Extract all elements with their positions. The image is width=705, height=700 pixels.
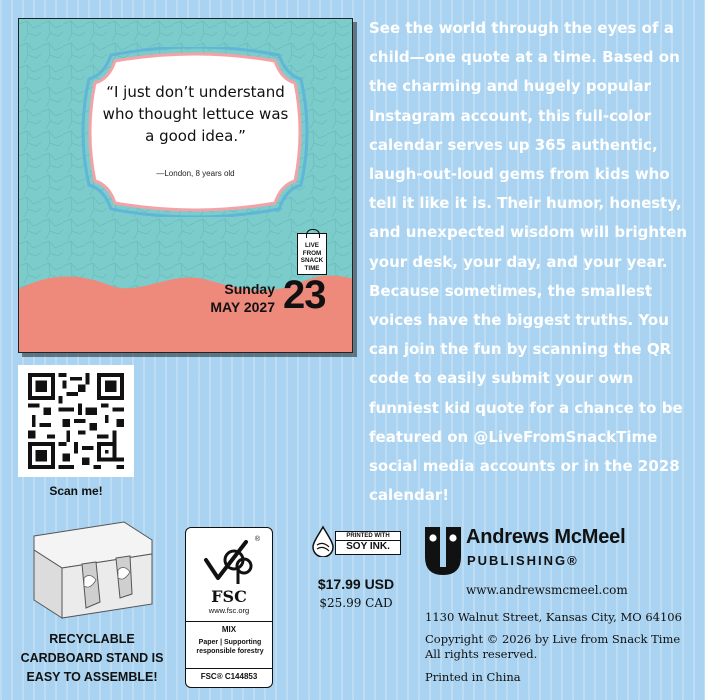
qr-caption: Scan me! [49,484,103,498]
price-cad: $25.99 CAD [319,596,393,610]
rights-text: All rights reserved. [425,647,538,661]
soy-ink-label: SOY INK [346,541,388,552]
fsc-license-code: FSC® C144853 [186,668,272,681]
logo-line: LIVE [305,242,319,249]
fsc-certification-badge [185,527,273,688]
fsc-tree-checkmark-icon [202,538,258,586]
printed-in-text: Printed in China [425,670,521,684]
qr-code-icon [27,373,125,469]
soy-ink-top-text: PRINTED WITH [346,533,390,539]
fsc-url: www.fsc.org [208,606,250,615]
logo-line: SNACK [300,257,324,264]
live-from-snack-time-logo [297,233,327,275]
soy-ink-main-text [336,540,400,553]
copyright-text: Copyright © 2026 by Live from Snack Time [425,632,681,646]
date-month-year: MAY 2027 [210,299,275,315]
stand-caption-line: CARDBOARD STAND IS [20,651,164,665]
soy-ink-badge [311,525,403,557]
quote-text: “I just don’t understand who thought lettuce was a good idea.” [102,83,289,145]
date-day-number: 23 [283,273,326,317]
logo-line: TIME [304,264,320,272]
fsc-paper-label [190,639,270,656]
stand-caption-line: RECYCLABLE [49,632,135,646]
cardboard-stand-icon [24,518,159,622]
fsc-wordmark: FSC [211,587,247,606]
soy-ink-text-box [335,531,401,555]
bag-handle [306,229,320,238]
quote-attribution: —London, 8 years old [156,169,235,178]
qr-code[interactable] [18,365,134,477]
product-description: See the world through the eyes of a child—one quote at a time. Based on the charming and hugely popular Instagram account, this full-color calendar serves up 365 authentic, laugh-out-loud gems from kids who tell it like it is. Their humor, honesty, and unexpected wisdom will brighten your desk, your day, and your year. Because sometimes, the smallest voices have the biggest truths. You can join the fun by scanning the QR code to easily submit your own funniest kid quote for a chance to be featured on @LiveFromSnackTime social media accounts or in the 2028 calendar! [369,19,688,505]
calendar-page-preview [18,18,353,353]
fsc-registered-mark: ® [254,536,260,543]
date-weekday: Sunday [224,281,275,297]
publisher-sub: PUBLISHING® [467,553,579,568]
publisher-address: 1130 Walnut Street, Kansas City, MO 64106 [425,610,682,624]
price-usd: $17.99 USD [317,576,395,592]
fsc-paper-line: Paper | Supporting [198,639,262,646]
publisher-name: Andrews McMeel [466,526,626,548]
logo-line: FROM [302,249,322,257]
stand-caption-line: EASY TO ASSEMBLE! [26,670,158,684]
fsc-mix-label: MIX [186,621,272,634]
soy-ink-mark: . [387,541,390,552]
fsc-paper-line: responsible forestry [196,647,264,655]
andrews-mcmeel-logo-icon [425,527,461,575]
ink-drop-icon [311,525,335,557]
publisher-url[interactable]: www.andrewsmcmeel.com [466,583,628,597]
stand-caption [18,630,166,687]
